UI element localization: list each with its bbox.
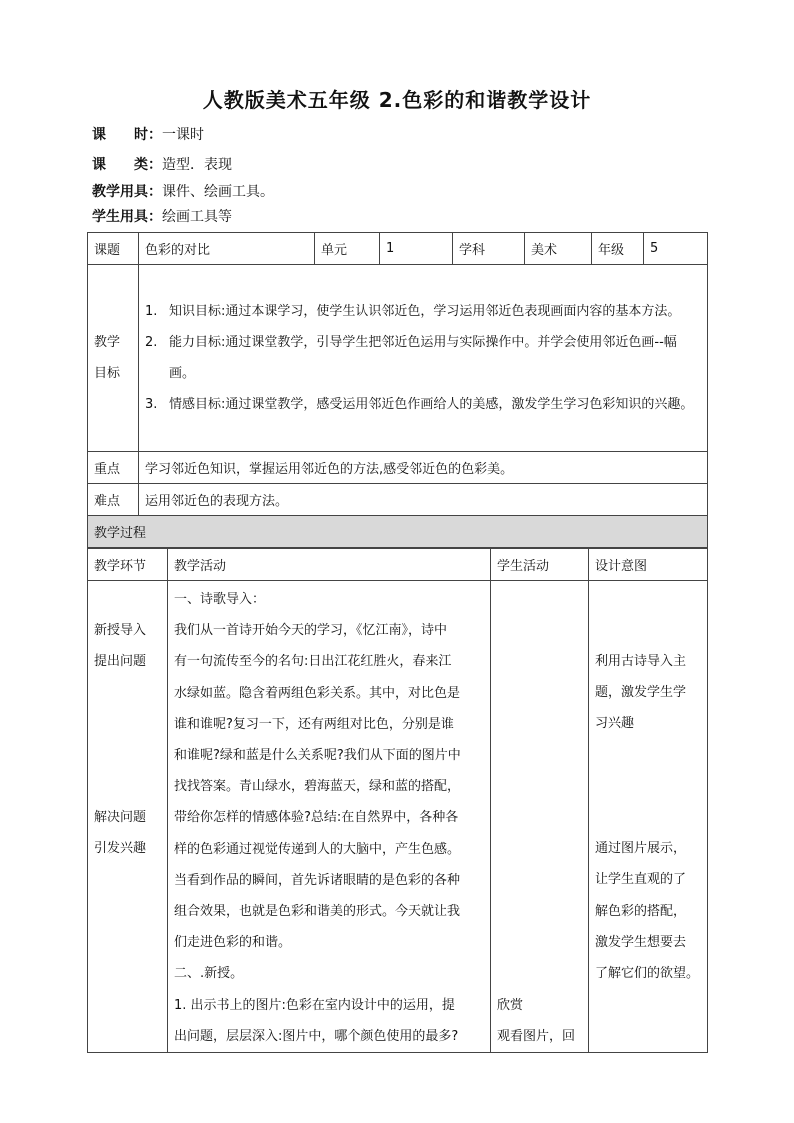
- meta-teaching-tools: [92, 182, 274, 202]
- activity-line: 二、.新授。: [174, 966, 244, 982]
- activity-line: 出问题，层层深入:图片中，哪个颜色使用的最多?: [174, 1028, 459, 1044]
- stage-1-line2: 提出问题: [94, 654, 147, 670]
- goal-text: 能力目标:通过课堂教学，引导学生把邻近色运用与实际操作中。并学会使用邻近色画--幅画。: [169, 335, 677, 381]
- stage-cell: [88, 581, 168, 1053]
- page-title: 人教版美术五年级 2.色彩的和谐教学设计: [202, 88, 592, 112]
- key-point-label: 重点: [88, 452, 139, 484]
- stage-2-line2: 引发兴趣: [94, 841, 147, 857]
- student-line: 观看图片，回: [497, 1029, 576, 1045]
- key-point-value: 学习邻近色知识，掌握运用邻近色的方法,感受邻近色的色彩美。: [139, 452, 708, 484]
- lesson-time-value: 一课时: [162, 127, 204, 143]
- goal-text: 知识目标:通过本课学习，使学生认识邻近色，学习运用邻近色表现画面内容的基本方法。: [169, 304, 681, 319]
- activity-line: 和谁呢?绿和蓝是什么关系呢?我们从下面的图片中: [174, 748, 461, 764]
- topic-label: 课题: [88, 233, 139, 265]
- intent-line: 解色彩的搭配，: [595, 903, 687, 919]
- goals-row: [88, 265, 708, 452]
- intent-line: 利用古诗导入主: [595, 654, 687, 669]
- teaching-tools-value: 课件、绘画工具。: [162, 184, 274, 200]
- process-section-label: 教学过程: [88, 516, 708, 548]
- meta-lesson-time: [92, 125, 204, 145]
- intent-line: 习兴趣: [595, 716, 635, 732]
- grade-label: 年级: [592, 233, 644, 265]
- activity-line: 样的色彩通过视觉传递到人的大脑中，产生色感。: [174, 841, 461, 857]
- goals-cell: [139, 265, 708, 452]
- goal-item: [145, 327, 697, 389]
- header-intent: 设计意图: [589, 549, 708, 581]
- key-point-row: [88, 452, 708, 484]
- lesson-type-label: 课 类：: [92, 157, 162, 173]
- intent-cell: [589, 581, 708, 1053]
- student-line: 欣赏: [497, 998, 524, 1013]
- stage-2-line1: 解决问题: [94, 810, 147, 826]
- intent-line: 让学生直观的了: [595, 872, 687, 888]
- goal-number: 2.: [145, 335, 158, 350]
- activity-line: 有一句流传至今的名句:日出江花红胜火，春来江: [174, 654, 452, 670]
- intent-line: 题，激发学生学: [595, 685, 687, 701]
- goal-number: 3.: [145, 397, 158, 412]
- activity-line: 当看到作品的瞬间，首先诉诸眼睛的是色彩的各种: [174, 872, 461, 888]
- process-body-row: [88, 581, 708, 1053]
- goals-label: [88, 265, 139, 452]
- activity-cell: [168, 581, 491, 1053]
- teaching-tools-label: 教学用具：: [92, 184, 162, 200]
- activity-line: 们走进色彩的和谐。: [174, 935, 292, 951]
- info-header-row: [88, 233, 708, 265]
- process-section-bar: [88, 516, 708, 548]
- header-activity: 教学活动: [168, 549, 491, 581]
- lesson-time-label: 课 时：: [92, 127, 162, 143]
- intent-line: 了解它们的欲望。: [595, 966, 700, 982]
- goals-label-line1: 教学: [94, 335, 121, 350]
- lesson-info-table: [87, 232, 708, 548]
- activity-line: 水绿如蓝。隐含着两组色彩关系。其中，对比色是: [174, 685, 461, 701]
- goal-text: 情感目标:通过课堂教学，感受运用邻近色作画给人的美感，激发学生学习色彩知识的兴趣。: [169, 397, 694, 412]
- activity-line: 带给你怎样的情感体验?总结:在自然界中，各种各: [174, 810, 459, 826]
- activity-line: 1. 出示书上的图片:色彩在室内设计中的运用，提: [174, 997, 455, 1013]
- goal-number: 1.: [145, 304, 158, 319]
- goal-item: [145, 389, 697, 420]
- unit-value: 1: [380, 233, 453, 265]
- goals-list: [145, 296, 697, 420]
- header-student: 学生活动: [491, 549, 589, 581]
- activity-line: 一、诗歌导入：: [174, 592, 266, 607]
- process-table: [87, 548, 708, 1053]
- student-tools-value: 绘画工具等: [162, 209, 232, 225]
- difficult-point-label: 难点: [88, 484, 139, 516]
- student-tools-label: 学生用具：: [92, 209, 162, 225]
- subject-label: 学科: [453, 233, 525, 265]
- process-header-row: [88, 549, 708, 581]
- student-cell: [491, 581, 589, 1053]
- activity-line: 组合效果，也就是色彩和谐美的形式。今天就让我: [174, 904, 461, 920]
- topic-value: 色彩的对比: [139, 233, 315, 265]
- activity-line: 我们从一首诗开始今天的学习，《忆江南》，诗中: [174, 623, 448, 639]
- subject-value: 美术: [525, 233, 592, 265]
- header-stage: 教学环节: [88, 549, 168, 581]
- lesson-type-value: 造型．表现: [162, 157, 232, 173]
- unit-label: 单元: [315, 233, 380, 265]
- intent-line: 通过图片展示，: [595, 841, 687, 857]
- goal-item: [145, 296, 697, 327]
- intent-line: 激发学生想要去: [595, 934, 687, 950]
- stage-1-line1: 新授导入: [94, 623, 147, 638]
- activity-line: 找找答案。青山绿水，碧海蓝天，绿和蓝的搭配，: [174, 779, 461, 795]
- difficult-point-value: 运用邻近色的表现方法。: [139, 484, 708, 516]
- meta-lesson-type: [92, 155, 232, 175]
- difficult-point-row: [88, 484, 708, 516]
- activity-line: 谁和谁呢?复习一下，还有两组对比色，分别是谁: [174, 716, 454, 732]
- goals-label-line2: 目标: [94, 366, 121, 381]
- meta-student-tools: [92, 207, 232, 227]
- grade-value: 5: [644, 233, 708, 265]
